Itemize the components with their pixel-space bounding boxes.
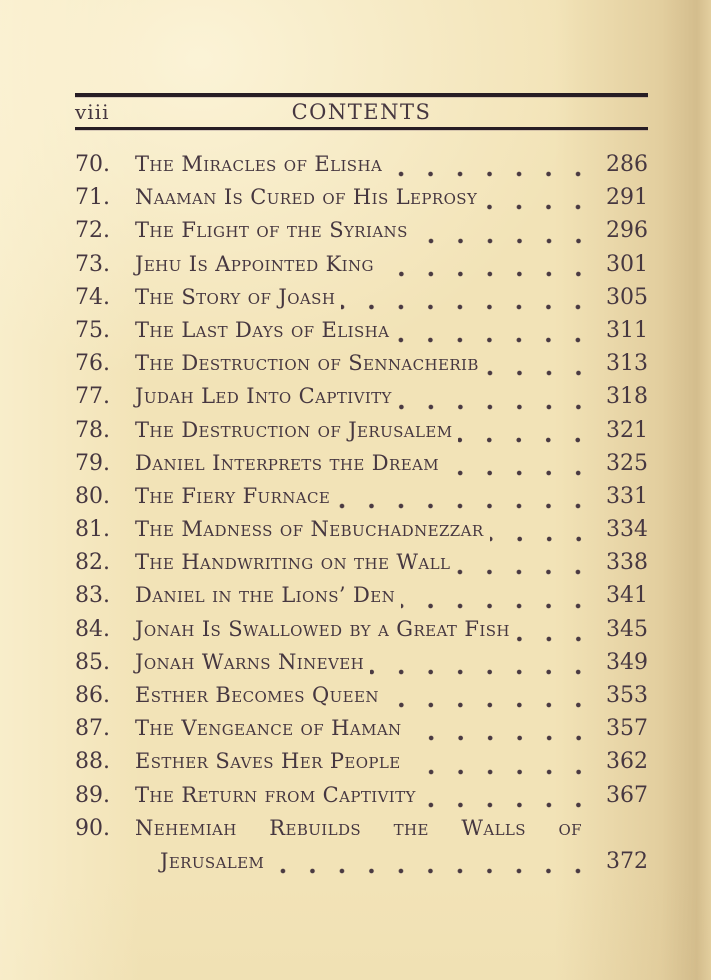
chapter-number: 78. xyxy=(75,417,110,443)
chapter-title: The Destruction of Sennacherib xyxy=(135,351,479,376)
chapter-number: 73. xyxy=(75,251,110,277)
toc-entry xyxy=(75,152,648,185)
chapter-title: The Flight of the Syrians xyxy=(135,218,408,243)
toc-entry xyxy=(75,749,648,782)
chapter-title: The Miracles of Elisha xyxy=(135,152,383,176)
running-head xyxy=(75,93,648,130)
dot-leader xyxy=(422,783,600,816)
dot-leader xyxy=(490,517,600,550)
toc-entry xyxy=(75,484,648,517)
dot-leader xyxy=(336,484,600,517)
folio-page-number: viii xyxy=(75,100,110,124)
toc-entry xyxy=(75,517,648,550)
dot-leader xyxy=(398,384,600,417)
chapter-title: Jonah Warns Nineveh xyxy=(135,649,365,674)
page-number: 318 xyxy=(606,384,648,410)
page-number: 291 xyxy=(606,185,648,211)
dot-leader xyxy=(414,218,600,251)
page-number: 305 xyxy=(606,284,648,310)
page-number: 357 xyxy=(606,716,648,742)
chapter-number: 87. xyxy=(75,716,110,742)
chapter-title: Nehemiah Rebuilds the Walls of xyxy=(135,815,582,840)
chapter-number: 74. xyxy=(75,284,110,310)
toc-entry xyxy=(75,185,648,218)
dot-leader xyxy=(385,683,600,716)
chapter-title: The Fiery Furnace xyxy=(135,483,331,508)
toc-entry xyxy=(75,318,648,351)
header-row xyxy=(75,97,648,127)
table-of-contents xyxy=(75,152,648,882)
chapter-title: Naaman Is Cured of His Leprosy xyxy=(135,185,478,210)
page-number: 321 xyxy=(606,417,648,443)
page-number: 341 xyxy=(606,583,648,609)
page-number: 353 xyxy=(606,683,648,708)
toc-entry xyxy=(75,783,648,816)
chapter-number: 70. xyxy=(75,152,110,177)
chapter-title-continuation: Jerusalem xyxy=(160,848,265,873)
chapter-number: 72. xyxy=(75,218,110,244)
dot-leader xyxy=(445,451,600,484)
chapter-number: 85. xyxy=(75,649,110,675)
chapter-title: The Destruction of Jerusalem xyxy=(135,417,453,442)
page-number: 338 xyxy=(606,550,648,576)
chapter-title: The Return from Captivity xyxy=(135,782,416,807)
toc-entry xyxy=(75,252,648,285)
dot-leader xyxy=(395,318,600,351)
toc-entry xyxy=(75,583,648,616)
chapter-title: The Vengeance of Haman xyxy=(135,716,402,741)
toc-entry xyxy=(75,351,648,384)
chapter-number: 84. xyxy=(75,616,110,642)
dot-leader xyxy=(407,749,600,782)
toc-entry xyxy=(75,418,648,451)
dot-leader xyxy=(483,185,600,218)
toc-entry xyxy=(75,716,648,749)
chapter-number: 83. xyxy=(75,583,110,609)
chapter-number: 86. xyxy=(75,683,110,708)
page-number: 301 xyxy=(606,251,648,277)
page-number: 286 xyxy=(606,152,648,177)
chapter-title: Jonah Is Swallowed by a Great Fish xyxy=(135,616,510,641)
chapter-title: Jehu Is Appointed King xyxy=(135,251,374,276)
dot-leader xyxy=(516,617,600,650)
toc-entry xyxy=(75,285,648,318)
chapter-number: 76. xyxy=(75,351,110,377)
dot-leader xyxy=(380,252,600,285)
toc-entry xyxy=(75,550,648,583)
page-number: 334 xyxy=(606,517,648,543)
chapter-title: The Madness of Nebuchadnezzar xyxy=(135,517,484,542)
chapter-title: Daniel Interprets the Dream xyxy=(135,450,440,475)
chapter-number: 71. xyxy=(75,185,110,211)
toc-entry-continuation xyxy=(75,849,648,882)
page-number: 311 xyxy=(606,317,648,343)
chapter-number: 90. xyxy=(75,815,110,841)
chapter-number: 88. xyxy=(75,749,110,775)
chapter-number: 75. xyxy=(75,317,110,343)
chapter-title: Judah Led Into Captivity xyxy=(135,384,392,409)
dot-leader xyxy=(458,418,600,451)
chapter-number: 79. xyxy=(75,450,110,476)
dot-leader xyxy=(370,650,600,683)
dot-leader xyxy=(388,152,600,185)
toc-entry xyxy=(75,384,648,417)
chapter-number: 81. xyxy=(75,517,110,543)
toc-entry xyxy=(75,218,648,251)
dot-leader xyxy=(401,583,600,616)
page-number: 313 xyxy=(606,351,648,377)
page-number: 367 xyxy=(606,782,648,808)
toc-entry xyxy=(75,451,648,484)
page-title: CONTENTS xyxy=(291,100,432,124)
chapter-title: Esther Saves Her People xyxy=(135,749,401,774)
dot-leader xyxy=(408,716,600,749)
dot-leader xyxy=(485,351,600,384)
chapter-title: Esther Becomes Queen xyxy=(135,683,379,707)
page-number: 331 xyxy=(606,483,648,509)
page-number: 362 xyxy=(606,749,648,775)
page-number: 325 xyxy=(606,450,648,476)
dot-leader xyxy=(270,849,600,882)
chapter-title: The Handwriting on the Wall xyxy=(135,550,451,575)
dot-leader xyxy=(456,550,600,583)
toc-entry xyxy=(75,683,648,716)
page-number: 296 xyxy=(606,218,648,244)
chapter-number: 82. xyxy=(75,550,110,576)
toc-entry xyxy=(75,617,648,650)
chapter-number: 77. xyxy=(75,384,110,410)
chapter-number: 89. xyxy=(75,782,110,808)
page-number: 349 xyxy=(606,649,648,675)
page-number: 345 xyxy=(606,616,648,642)
chapter-title: Daniel in the Lions’ Den xyxy=(135,583,396,608)
chapter-title: The Story of Joash xyxy=(135,284,336,309)
toc-entry xyxy=(75,816,648,849)
page-number: 372 xyxy=(606,848,648,874)
dot-leader xyxy=(341,285,600,318)
toc-entry xyxy=(75,650,648,683)
chapter-title: The Last Days of Elisha xyxy=(135,317,390,342)
chapter-number: 80. xyxy=(75,483,110,509)
